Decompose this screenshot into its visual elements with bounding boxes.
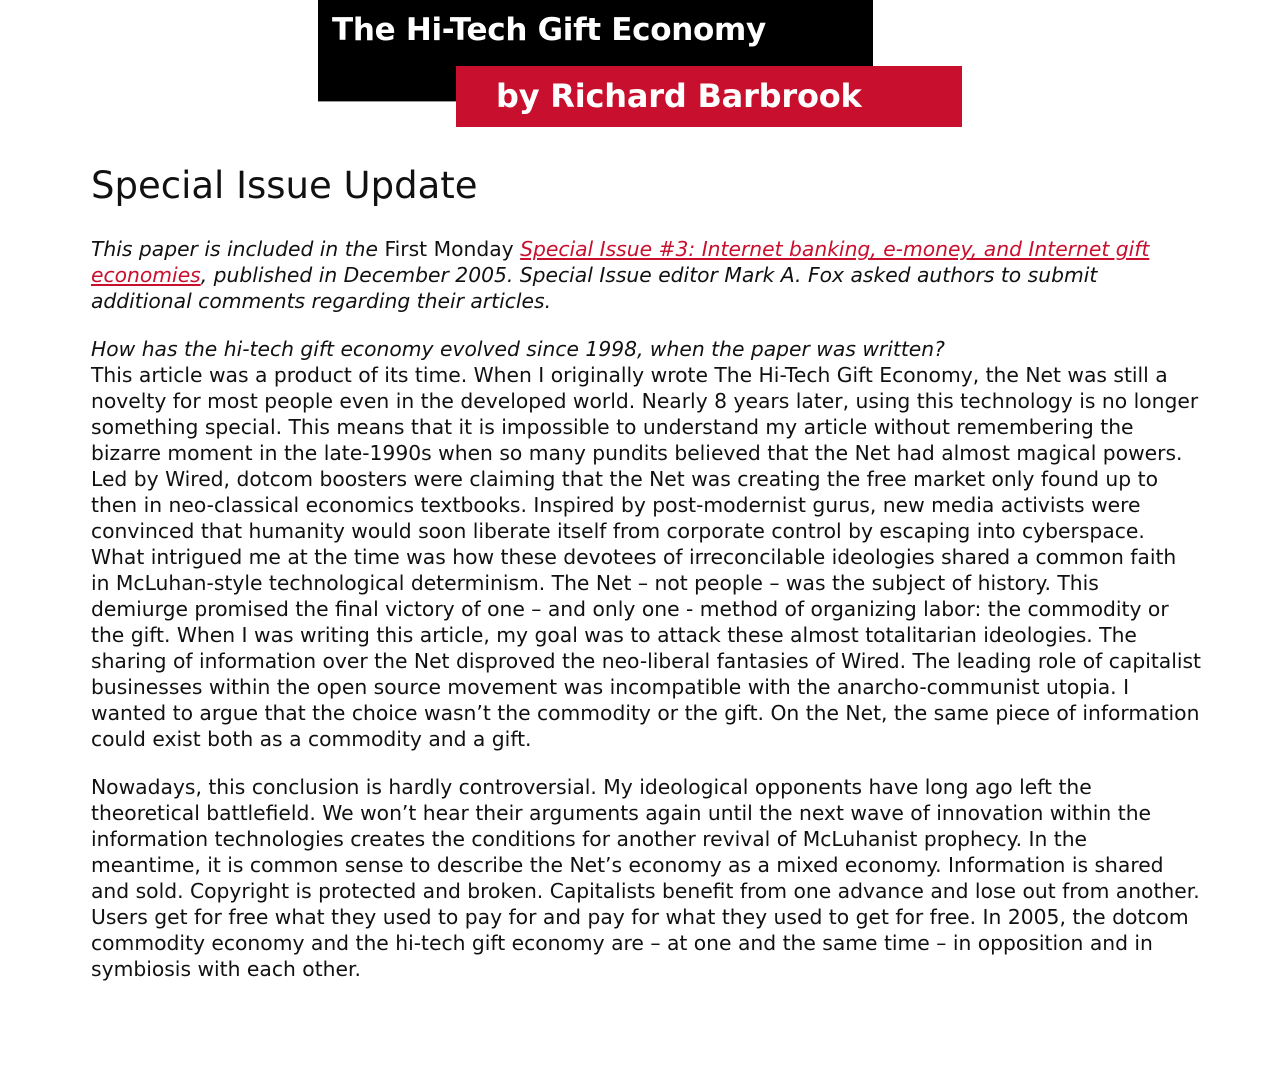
intro-suffix: , published in December 2005. Special Issue editor Mark A. Fox asked authors to submit additional comments regarding their articles.: [91, 263, 1098, 313]
banner-author: by Richard Barbrook: [496, 77, 862, 115]
banner-author-box: [456, 66, 962, 127]
intro-paragraph: [91, 236, 1201, 314]
header-banner: [0, 0, 1282, 130]
banner-title: The Hi-Tech Gift Economy: [332, 12, 766, 48]
question-heading: How has the hi-tech gift economy evolved since 1998, when the paper was written?: [91, 337, 945, 361]
journal-name: First Monday: [384, 237, 514, 261]
page-title: Special Issue Update: [91, 164, 478, 207]
intro-prefix: This paper is included in the: [91, 237, 385, 261]
body-paragraph-1: This article was a product of its time. When I originally wrote The Hi-Tech Gift Economy, the Net was still a novelty for most people even in the developed world. Nearly 8 years later, using this technology is no longer something special. This means that it is impossible to understand my article without remembering the bizarre moment in the late-1990s when so many pundits believed that the Net had almost magical powers. Led by Wired, dotcom boosters were claiming that the Net was creating the free market only found up to then in neo-classical economics textbooks. Inspired by post-modernist gurus, new media activists were convinced that humanity would soon liberate itself from corporate control by escaping into cyberspace. What intrigued me at the time was how these devotees of irreconcilable ideologies shared a common faith in McLuhan-style technological determinism. The Net – not people – was the subject of history. This demiurge promised the final victory of one – and only one - method of organizing labor: the commodity or the gift. When I was writing this article, my goal was to attack these almost totalitarian ideologies. The sharing of information over the Net disproved the neo-liberal fantasies of Wired. The leading role of capitalist businesses within the open source movement was incompatible with the anarcho-communist utopia. I wanted to argue that the choice wasn’t the commodity or the gift. On the Net, the same piece of information could exist both as a commodity and a gift.: [91, 363, 1202, 751]
article-content: [91, 160, 1201, 982]
body-paragraph-2: Nowadays, this conclusion is hardly controversial. My ideological opponents have long ago left the theoretical battlefield. We won’t hear their arguments again until the next wave of innovation within the information technologies creates the conditions for another revival of McLuhanist prophecy. In the meantime, it is common sense to describe the Net’s economy as a mixed economy. Information is shared and sold. Copyright is protected and broken. Capitalists benefit from one advance and lose out from another. Users get for free what they used to pay for and pay for what they used to get for free. In 2005, the dotcom commodity economy and the hi-tech gift economy are – at one and the same time – in opposition and in symbiosis with each other.: [91, 775, 1200, 981]
special-issue-link[interactable]: Special Issue #3: Internet banking, e-money, and Internet gift economies: [91, 237, 1150, 287]
